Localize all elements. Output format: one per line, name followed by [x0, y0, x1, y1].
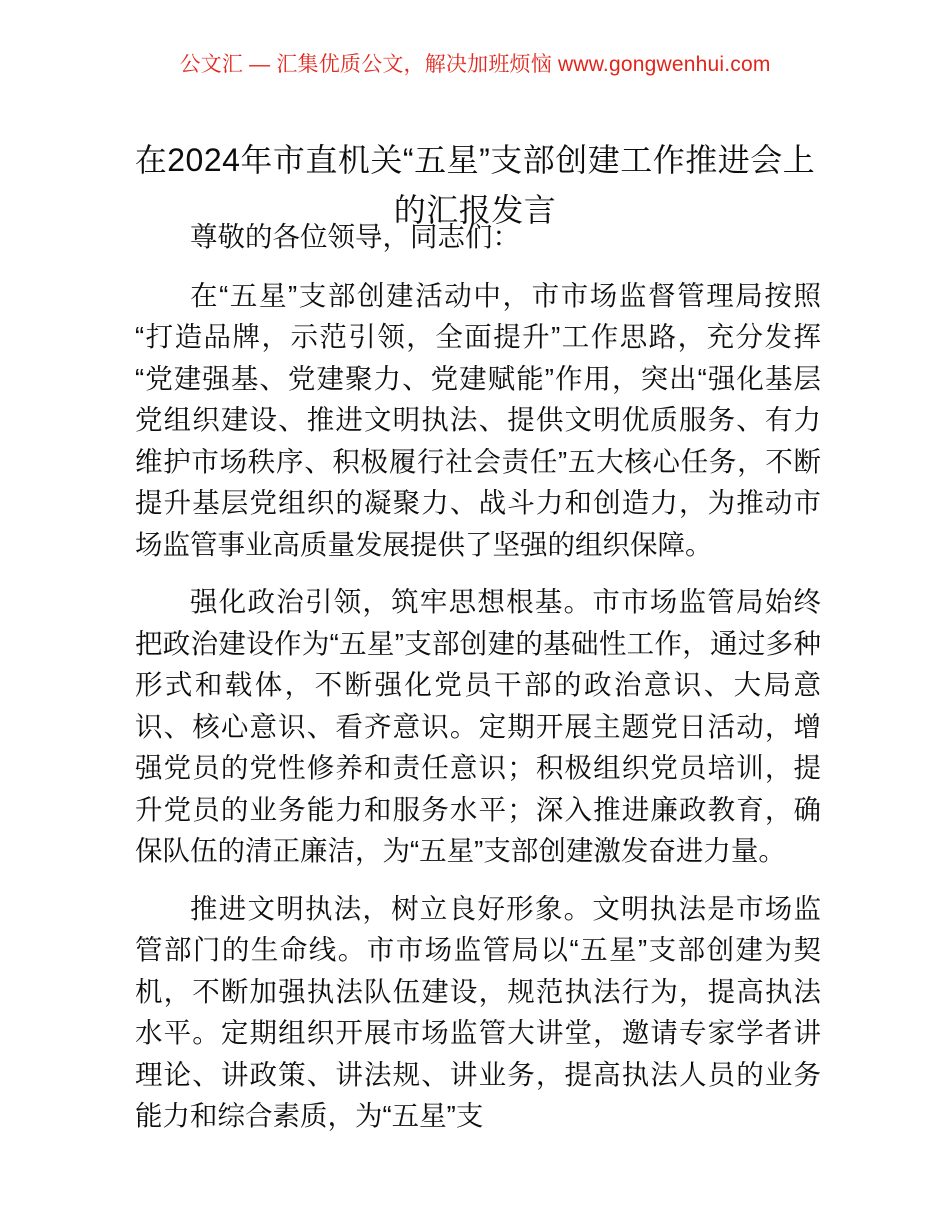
promo-header-text: 公文汇 — 汇集优质公文，解决加班烦恼 www.gongwenhui.com: [179, 53, 771, 76]
page-title: 在2024年市直机关“五星”支部创建工作推进会上的汇报发言: [134, 142, 816, 229]
body-paragraph-3: 推进文明执法，树立良好形象。文明执法是市场监管部门的生命线。市市场监管局以“五星”支部创建为契机，不断加强执法队伍建设，规范执法行为，提高执法水平。定期组织开展市场监管大讲堂，邀请专家学者讲理论、讲政策、讲法规、讲业务，提高执法人员的业务能力和综合素质，为“五星”支: [135, 892, 821, 1131]
document-body: [135, 216, 821, 1137]
body-paragraph-1: 在“五星”支部创建活动中，市市场监督管理局按照“打造品牌，示范引领，全面提升”工作思路，充分发挥“党建强基、党建聚力、党建赋能”作用，突出“强化基层党组织建设、推进文明执法、提供文明优质服务、有力维护市场秩序、积极履行社会责任”五大核心任务，不断提升基层党组织的凝聚力、战斗力和创造力，为推动市场监管事业高质量发展提供了坚强的组织保障。: [135, 279, 821, 560]
promo-watermark-header: [0, 54, 950, 75]
salutation-line: 尊敬的各位领导，同志们：: [190, 221, 520, 252]
body-paragraph-2: 强化政治引领，筑牢思想根基。市市场监管局始终把政治建设作为“五星”支部创建的基础性工作，通过多种形式和载体，不断强化党员干部的政治意识、大局意识、核心意识、看齐意识。定期开展主题党日活动，增强党员的党性修养和责任意识；积极组织党员培训，提升党员的业务能力和服务水平；深入推进廉政教育，确保队伍的清正廉洁，为“五星”支部创建激发奋进力量。: [135, 586, 821, 866]
